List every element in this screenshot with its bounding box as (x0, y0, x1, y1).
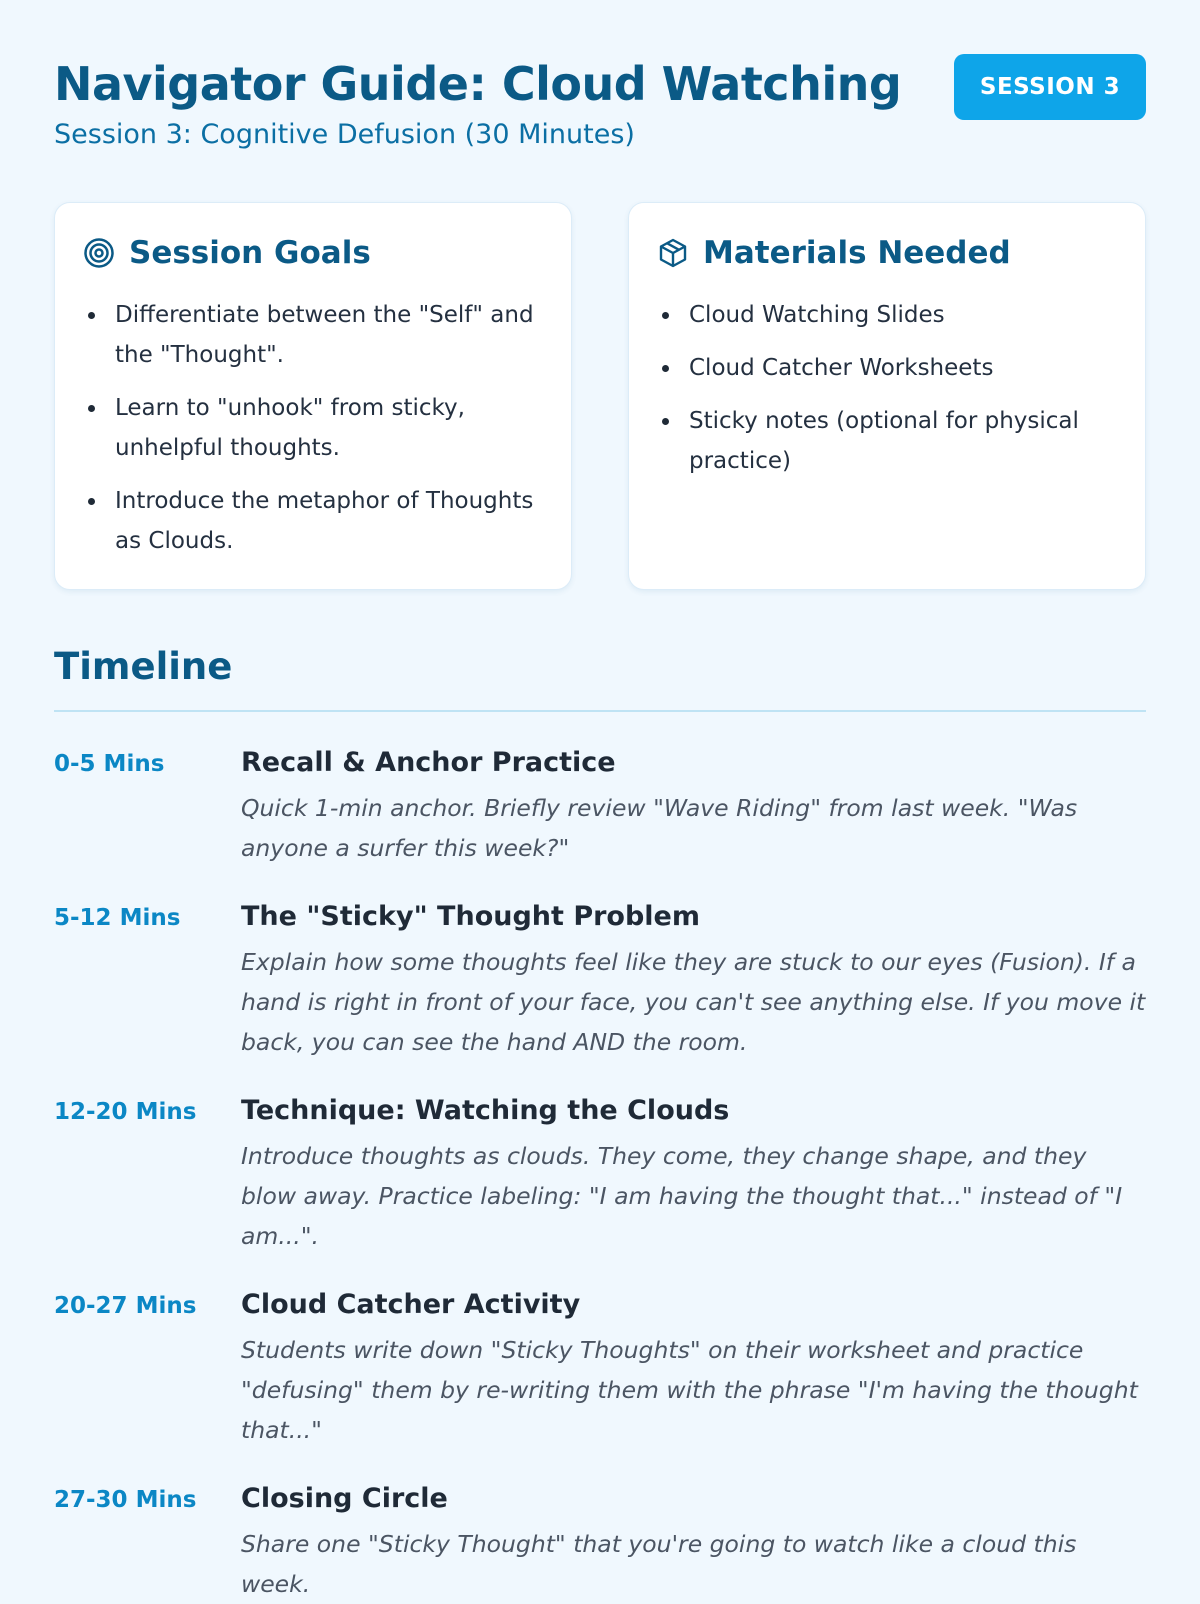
timeline-entry (54, 1482, 1146, 1604)
session-goals-card (54, 202, 572, 590)
list-item: Sticky notes (optional for physical practice) (689, 401, 1117, 481)
timeline-entry (54, 900, 1146, 1062)
target-icon (83, 237, 115, 269)
timeline-body (241, 1094, 1146, 1256)
timeline-body (241, 746, 1146, 868)
timeline-time: 27-30 Mins (54, 1487, 197, 1513)
page-title: Navigator Guide: Cloud Watching (54, 57, 902, 111)
list-item: Cloud Watching Slides (689, 295, 1117, 335)
timeline-description: Introduce thoughts as clouds. They come, they change shape, and they blow away. Practice labeling: "I am having the thought that..." instead of "I am...". (241, 1142, 1123, 1250)
timeline-heading: Technique: Watching the Clouds (241, 1095, 730, 1126)
timeline-entry (54, 1094, 1146, 1256)
timeline-entry (54, 1288, 1146, 1450)
timeline-description: Quick 1-min anchor. Briefly review "Wave Riding" from last week. "Was anyone a surfer this week?" (241, 794, 1078, 862)
list-item: Cloud Catcher Worksheets (689, 348, 1117, 388)
list-item: Learn to "unhook" from sticky, unhelpful thoughts. (115, 388, 543, 468)
timeline-heading: Recall & Anchor Practice (241, 747, 616, 778)
session-goals-header (83, 233, 543, 273)
timeline-time: 20-27 Mins (54, 1293, 197, 1319)
timeline-divider (54, 710, 1146, 712)
list-item: Introduce the metaphor of Thoughts as Clouds. (115, 481, 543, 561)
materials-needed-list (657, 295, 1117, 481)
info-cards (54, 202, 1146, 590)
timeline-description: Students write down "Sticky Thoughts" on their worksheet and practice "defusing" them by re-writing them with the phrase "I'm having the thought that..." (241, 1336, 1138, 1444)
timeline-body (241, 900, 1146, 1062)
timeline-list (54, 746, 1146, 1604)
timeline-time: 0-5 Mins (54, 751, 165, 777)
timeline-body (241, 1482, 1146, 1604)
timeline-description: Explain how some thoughts feel like they are stuck to our eyes (Fusion). If a hand is right in front of your face, you can't see anything else. If you move it back, you can see the hand AND the room. (241, 948, 1146, 1056)
page-subtitle: Session 3: Cognitive Defusion (30 Minutes) (54, 119, 635, 150)
list-item: Differentiate between the "Self" and the "Thought". (115, 295, 543, 375)
package-icon (657, 237, 689, 269)
timeline-title: Timeline (54, 645, 233, 688)
session-badge: SESSION 3 (954, 54, 1146, 120)
session-goals-title: Session Goals (129, 235, 371, 271)
timeline-time: 12-20 Mins (54, 1099, 197, 1125)
timeline-heading: Cloud Catcher Activity (241, 1289, 581, 1320)
session-goals-list (83, 295, 543, 561)
timeline-time: 5-12 Mins (54, 905, 181, 931)
timeline-heading: The "Sticky" Thought Problem (241, 901, 700, 932)
materials-needed-header (657, 233, 1117, 273)
timeline-body (241, 1288, 1146, 1450)
materials-needed-title: Materials Needed (703, 235, 1011, 271)
timeline-entry (54, 746, 1146, 868)
timeline-heading: Closing Circle (241, 1483, 448, 1514)
timeline-description: Share one "Sticky Thought" that you're going to watch like a cloud this week. (241, 1530, 1077, 1598)
materials-needed-card (628, 202, 1146, 590)
page-header (54, 56, 1146, 166)
